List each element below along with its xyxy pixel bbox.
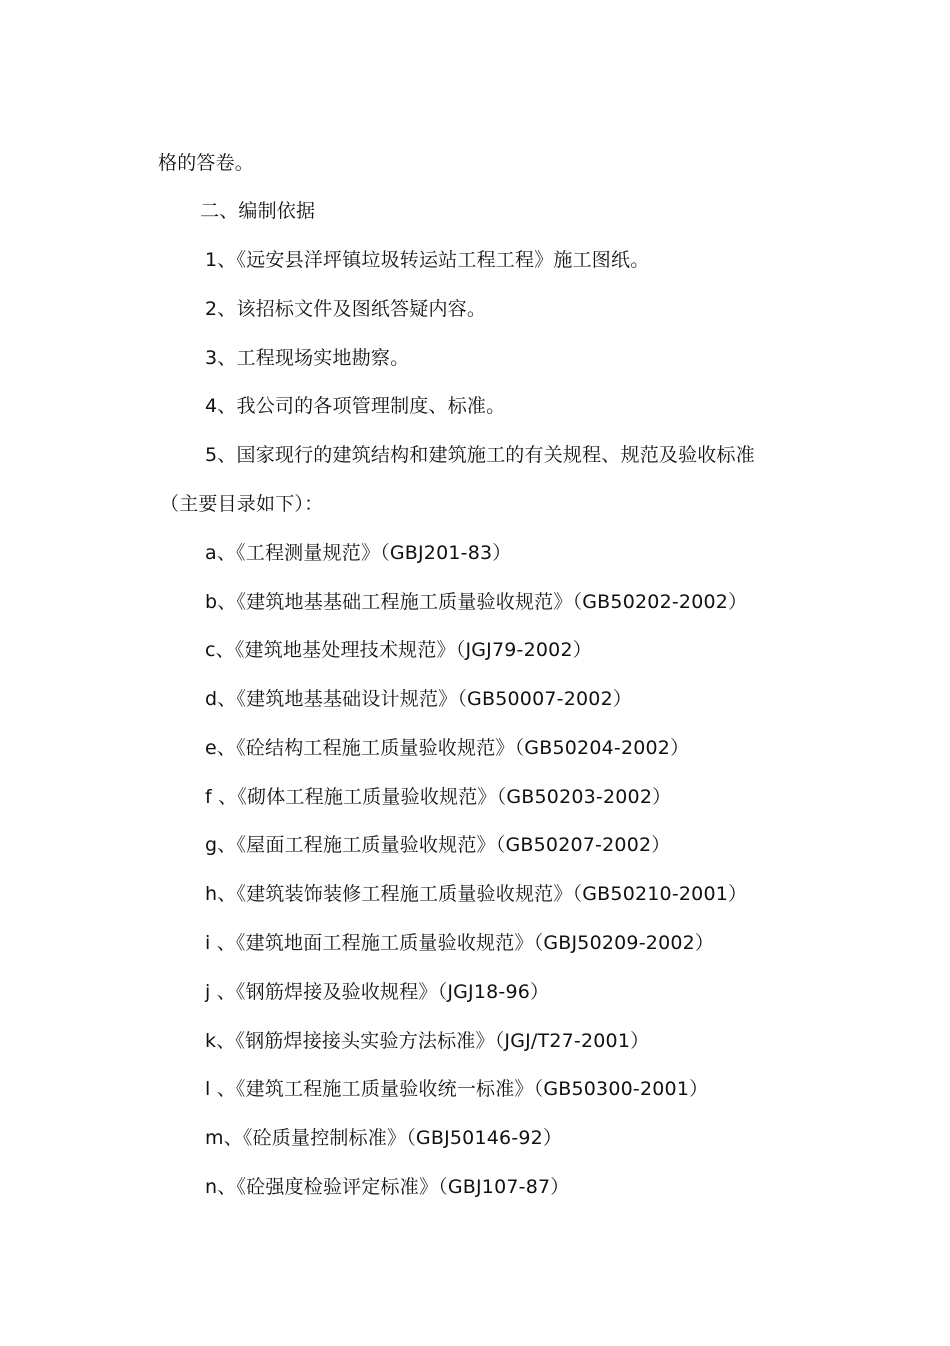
standard-item-m: m、《砼质量控制标准》（GBJ50146-92） bbox=[205, 1127, 563, 1149]
standard-item-i: i 、《建筑地面工程施工质量验收规范》（GBJ50209-2002） bbox=[205, 932, 715, 954]
basis-item-5-continued: （主要目录如下）： bbox=[160, 493, 324, 515]
standard-item-c: c、《建筑地基处理技术规范》（JGJ79-2002） bbox=[205, 639, 592, 661]
basis-item-2: 2、该招标文件及图纸答疑内容。 bbox=[205, 298, 487, 320]
standard-item-g: g、《屋面工程施工质量验收规范》（GB50207-2002） bbox=[205, 834, 671, 856]
section-heading: 二、编制依据 bbox=[200, 200, 316, 222]
standard-item-j: j 、《钢筋焊接及验收规程》（JGJ18-96） bbox=[205, 981, 550, 1003]
standard-item-k: k、《钢筋焊接接头实验方法标准》（JGJ/T27-2001） bbox=[205, 1030, 650, 1052]
standard-item-h: h、《建筑装饰装修工程施工质量验收规范》（GB50210-2001） bbox=[205, 883, 748, 905]
standard-item-d: d、《建筑地基基础设计规范》（GB50007-2002） bbox=[205, 688, 633, 710]
standard-item-a: a、《工程测量规范》（GBJ201-83） bbox=[205, 542, 512, 564]
standard-item-b: b、《建筑地基基础工程施工质量验收规范》（GB50202-2002） bbox=[205, 591, 748, 613]
paragraph-continuation: 格的答卷。 bbox=[158, 152, 255, 174]
basis-item-1: 1、《远安县洋坪镇垃圾转运站工程工程》施工图纸。 bbox=[205, 249, 650, 271]
standard-item-f: f 、《砌体工程施工质量验收规范》（GB50203-2002） bbox=[205, 786, 672, 808]
basis-item-3: 3、工程现场实地勘察。 bbox=[205, 347, 410, 369]
standard-item-n: n、《砼强度检验评定标准》（GBJ107-87） bbox=[205, 1176, 570, 1198]
standard-item-l: l 、《建筑工程施工质量验收统一标准》（GB50300-2001） bbox=[205, 1078, 709, 1100]
basis-item-5: 5、国家现行的建筑结构和建筑施工的有关规程、规范及验收标准 bbox=[205, 444, 755, 466]
basis-item-4: 4、我公司的各项管理制度、标准。 bbox=[205, 395, 506, 417]
standard-item-e: e、《砼结构工程施工质量验收规范》（GB50204-2002） bbox=[205, 737, 690, 759]
